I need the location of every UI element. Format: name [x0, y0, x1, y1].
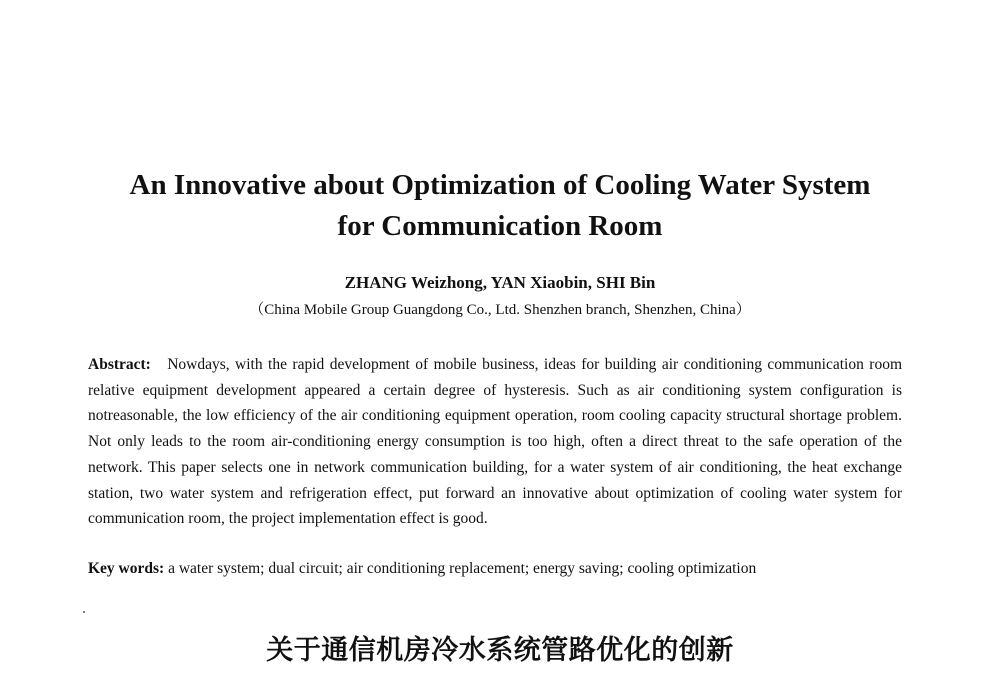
keywords-label: Key words:: [88, 560, 165, 577]
chinese-title: 关于通信机房冷水系统管路优化的创新: [266, 635, 734, 666]
author-affiliation: （China Mobile Group Guangdong Co., Ltd. Shenzhen branch, Shenzhen, China）: [249, 302, 751, 318]
author-list: ZHANG Weizhong, YAN Xiaobin, SHI Bin: [344, 273, 656, 292]
paper-title-line-2: for Communication Room: [337, 210, 663, 242]
abstract: [88, 352, 902, 532]
keywords: [88, 557, 902, 581]
stray-mark: [83, 611, 85, 613]
abstract-label: Abstract:: [88, 356, 151, 373]
keywords-text: a water system; dual circuit; air conditioning replacement; energy saving; cooling optimization: [168, 560, 757, 577]
abstract-text: Nowdays, with the rapid development of mobile business, ideas for building air conditioning communication room relative equipment development appeared a certain degree of hysteresis. Such as air conditioning system configuration is notreasonable, the low efficiency of the air conditioning equipment operation, room cooling capacity structural shortage problem. Not only leads to the room air-conditioning energy consumption is too high, often a direct threat to the safe operation of the network. This paper selects one in network communication building, for a water system of air conditioning, the heat exchange station, two water system and refrigeration effect, put forward an innovative about optimization of cooling water system for communication room, the project implementation effect is good.: [88, 356, 903, 528]
paper-title-line-1: An Innovative about Optimization of Cooling Water System: [129, 169, 871, 201]
paper-title: [0, 165, 1000, 247]
